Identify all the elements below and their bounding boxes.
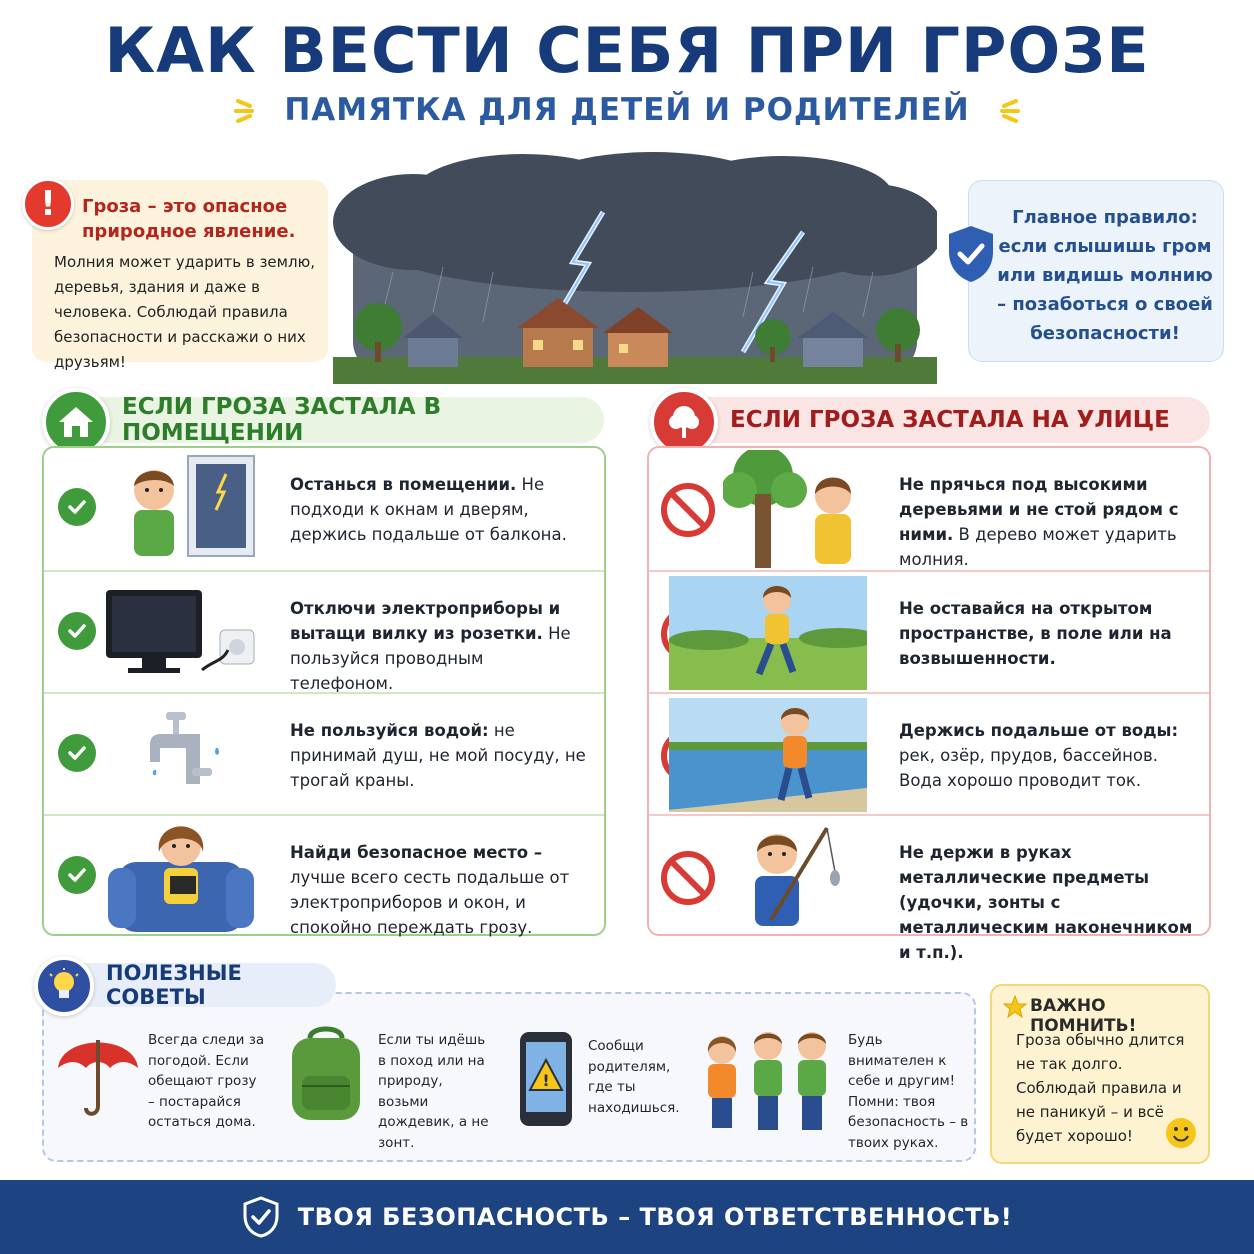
outdoor-item: [649, 448, 1209, 570]
outdoor-panel: [647, 446, 1211, 962]
tips-panel: [42, 992, 976, 1162]
boy-at-window-illustration: [114, 452, 264, 566]
warning-title: Гроза – это опасное природное явление.: [82, 196, 296, 242]
tip-text: Всегда следи за погодой. Если обещают грозу – постарайся остаться дома.: [148, 1032, 265, 1130]
prohibition-icon: [659, 481, 717, 539]
check-icon: [58, 734, 96, 772]
shield-check-icon: [945, 224, 997, 284]
indoor-item-body: лучше всего сесть подальше от электроприборов и окон, и спокойно переждать грозу.: [290, 868, 570, 937]
page-title: КАК ВЕСТИ СЕБЯ ПРИ ГРОЗЕ: [104, 14, 1150, 87]
boy-in-field-illustration: [669, 576, 867, 690]
exclamation-icon: !: [22, 178, 74, 230]
tip-text: Сообщи родителям, где ты находишься.: [588, 1038, 680, 1116]
outdoor-heading-bar: [672, 397, 1210, 443]
backpack-icon: [286, 1024, 366, 1124]
subtitle-row: [0, 92, 1254, 128]
indoor-item: [44, 692, 604, 814]
warning-box: [32, 180, 328, 371]
boy-with-fishing-rod-illustration: [731, 820, 861, 934]
note-title: ВАЖНО ПОМНИТЬ!: [1030, 996, 1137, 1036]
footer-text: ТВОЯ БЕЗОПАСНОСТЬ – ТВОЯ ОТВЕТСТВЕННОСТЬ!: [297, 1203, 1013, 1231]
footer-banner: [0, 1180, 1254, 1254]
outdoor-item-body: В дерево может ударить молния.: [899, 525, 1177, 569]
indoor-item-text: [290, 718, 590, 793]
boy-by-river-illustration: [669, 698, 867, 812]
girl-in-armchair-illustration: [108, 812, 254, 934]
indoor-item-body: Не пользуйся проводным телефоном.: [290, 624, 571, 693]
warning-text: Молния может ударить в землю, деревья, здания и даже в человека. Соблюдай правила безопасности и расскажи о них друзьям!: [54, 253, 315, 371]
prohibition-icon: [659, 849, 717, 907]
outdoor-item: [649, 692, 1209, 814]
indoor-item: [44, 814, 604, 936]
outdoor-item-bold: Держись подальше от воды:: [899, 721, 1179, 740]
svg-text:!: !: [542, 1071, 550, 1090]
tv-and-socket-illustration: [102, 582, 262, 686]
outdoor-item-body: рек, озёр, прудов, бассейнов. Вода хорошо проводит ток.: [899, 746, 1158, 790]
outdoor-item-bold: Не прячься под высокими деревьями и не стой рядом с ними.: [899, 475, 1179, 544]
main-rule-box: [968, 180, 1224, 362]
indoor-item: [44, 570, 604, 692]
children-icon: [700, 1024, 836, 1136]
indoor-item-text: [290, 472, 590, 547]
check-icon: [58, 856, 96, 894]
outdoor-item-text: [899, 472, 1199, 572]
indoor-item-bold: Отключи электроприборы и вытащи вилку из розетки.: [290, 599, 561, 643]
outdoor-item-bold: Не держи в руках металлические предметы (удочки, зонты с металлическим наконечником и т.п.).: [899, 843, 1193, 962]
phone-warning-icon: [518, 1030, 574, 1128]
indoor-item-bold: Найди безопасное место –: [290, 843, 543, 862]
sparkle-left-icon: [232, 93, 266, 127]
outdoor-item-text: [899, 596, 1199, 671]
tips-heading-bar: [60, 963, 336, 1007]
outdoor-heading: ЕСЛИ ГРОЗА ЗАСТАЛА НА УЛИЦЕ: [730, 407, 1170, 433]
tip-text: Будь внимателен к себе и другим! Помни: твоя безопасность – в твоих руках.: [848, 1032, 969, 1151]
outdoor-item: [649, 570, 1209, 692]
water-tap-illustration: [140, 704, 240, 804]
storm-illustration: [333, 152, 937, 384]
indoor-heading: ЕСЛИ ГРОЗА ЗАСТАЛА В ПОМЕЩЕНИИ: [122, 394, 442, 446]
umbrella-icon: [54, 1026, 142, 1118]
indoor-item-body: не принимай душ, не мой посуду, не трогай краны.: [290, 721, 586, 790]
indoor-item: [44, 448, 604, 570]
sparkle-right-icon: [988, 93, 1022, 127]
indoor-item-body: Не подходи к окнам и дверям, держись подальше от балкона.: [290, 475, 567, 544]
important-note: [990, 984, 1210, 1164]
shield-check-icon: [242, 1196, 280, 1238]
outdoor-item-text: [899, 718, 1199, 793]
outdoor-item-text: [899, 840, 1199, 965]
smiley-icon: [1164, 1116, 1198, 1150]
indoor-item-bold: Не пользуйся водой:: [290, 721, 489, 740]
indoor-heading-bar: [60, 394, 604, 446]
indoor-panel: [42, 446, 606, 936]
tip-text: Если ты идёшь в поход или на природу, возьми дождевик, а не зонт.: [378, 1032, 489, 1151]
indoor-item-text: [290, 596, 590, 696]
note-text: Гроза обычно длится не так долго. Соблюдай правила и не паникуй – и всё будет хорошо!: [1016, 1031, 1185, 1145]
indoor-item-text: [290, 840, 590, 940]
lightbulb-icon: [34, 956, 94, 1016]
tips-heading: ПОЛЕЗНЫЕ СОВЕТЫ: [106, 961, 242, 1009]
indoor-item-bold: Останься в помещении.: [290, 475, 517, 494]
page-subtitle: ПАМЯТКА ДЛЯ ДЕТЕЙ И РОДИТЕЛЕЙ: [284, 92, 970, 128]
boy-under-tree-illustration: [723, 450, 883, 568]
main-rule-text: Главное правило: если слышишь гром или видишь молнию – позаботься о своей безопасности!: [997, 207, 1213, 344]
star-icon: [1002, 994, 1028, 1020]
outdoor-item: [649, 814, 1209, 962]
outdoor-item-bold: Не оставайся на открытом пространстве, в поле или на возвышенности.: [899, 599, 1172, 668]
check-icon: [58, 488, 96, 526]
check-icon: [58, 612, 96, 650]
